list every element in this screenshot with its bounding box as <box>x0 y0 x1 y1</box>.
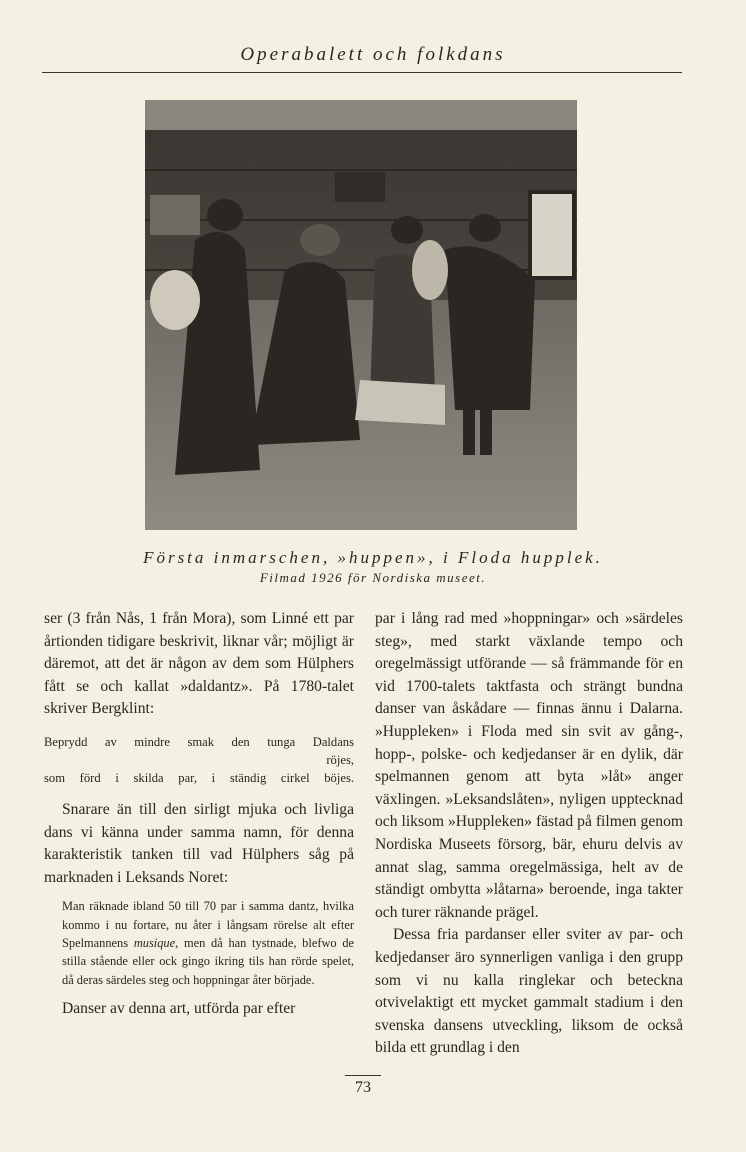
footer-rule <box>345 1075 381 1076</box>
paragraph: Dessa fria pardanser eller sviter av par- och kedjedanser äro synnerligen vanliga i den grupp som vi nu kalla ringlekar och beteckna otvivelaktigt ett mycket gammalt stadium i den svenska dansens utveckling, liksom de också bilda ett grundlag i den <box>375 926 683 1057</box>
paragraph: ser (3 från Nås, 1 från Mora), som Linné ett par årtionden tidigare beskrivit, liknar vår; möjligt är däremot, att det är någon av dem som Hülphers fått se och kallat »daldantz». På 1780-talet skriver Bergklint: <box>44 610 354 718</box>
paragraph: par i lång rad med »hoppningar» och »särdeles steg», med starkt växlande tempo och oregelmässigt utförande — så främmande för en vid 1700-talets taktfasta och strängt bundna danser van åskådare — finnas ännu i Dalarna. »Hupplеken» i Floda med sin svit av gång-, hopp-, polske- och kedjedanser är en dylik, där spelmannen genom att byta »låt» anger växlingen. »Leksandslåten», nyligen upptecknad och liksom »Hupplеken» fästad på filmen genom Nordiska Museets försorg, bär, ehuru delvis av annat slag, samma oregelmässiga, helt av de ständigt ombytta »låtarna» beroende, inga takter och turer räknande prägel. <box>375 610 683 921</box>
left-column <box>44 608 354 1020</box>
photo-caption: Första inmarschen, »huppen», i Floda hupplek. <box>143 548 603 567</box>
paragraph: Snarare än till den sirligt mjuka och livliga dans vi känna under samma namn, för denna karakteristik tanken till vad Hülphers såg på marknaden i Leksands Noret: <box>44 800 354 886</box>
emphasis: musique <box>133 935 176 950</box>
verse-line: Beprydd av mindre smak den tunga Daldans <box>44 734 354 749</box>
verse-line: som förd i skilda par, i ständig cirkel böjes. <box>44 770 354 785</box>
photo-credit: Filmad 1926 för Nordiska museet. <box>259 570 487 585</box>
verse-line: röjes, <box>326 752 354 767</box>
page-number: 73 <box>355 1079 371 1096</box>
header-rule <box>42 72 682 73</box>
dance-photograph <box>145 100 577 530</box>
right-column <box>375 608 683 1060</box>
block-quote: Man räknade ibland 50 till 70 par i samma dantz, hvilka kommo i nu fortare, nu åter i långsam rörelse alt efter Spelmannens musique, men då han tystnade, blefwo de stilla stående eller ock gingo ikring tils han rörde spelet, då deras särdeles steg och hoppningar åter började. <box>62 899 355 987</box>
dancers-photo-illustration <box>145 100 577 530</box>
verse-quote <box>44 733 354 787</box>
running-head: Operabalett och folkdans <box>240 44 506 65</box>
paragraph: Danser av denna art, utförda par efter <box>62 999 296 1017</box>
